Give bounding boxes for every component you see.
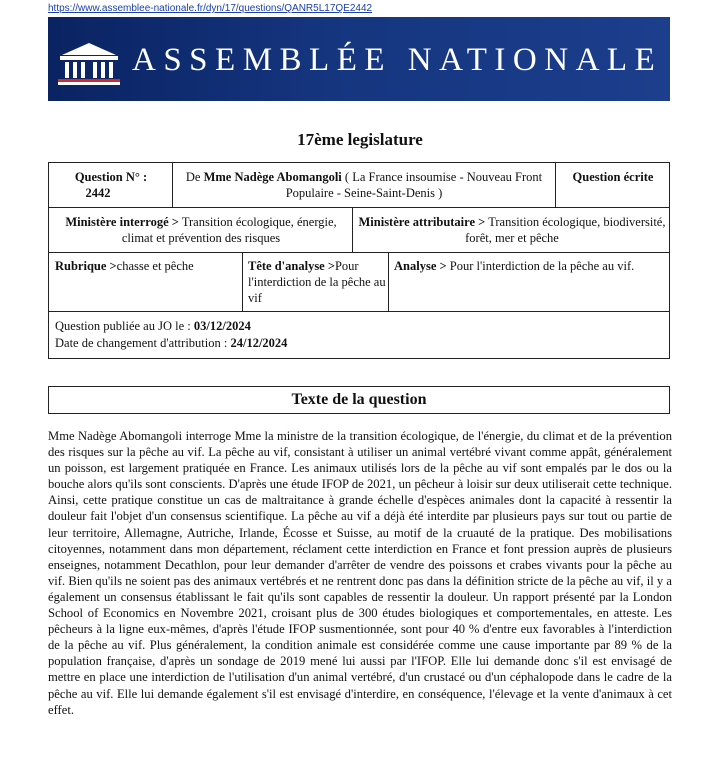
assemblee-banner [48,17,670,101]
rubrique-value: chasse et pêche [116,259,194,273]
rubrique-cell [55,258,239,274]
source-url-link[interactable]: https://www.assemblee-nationale.fr/dyn/17/questions/QANR5L17QE2442 [48,3,373,14]
question-header-row [48,162,670,208]
ministries-row [48,207,670,253]
author-prefix: De [185,170,201,184]
analyse-cell [394,258,668,274]
question-number: 2442 [85,186,111,200]
banner-title: ASSEMBLÉE NATIONALE [132,42,663,78]
author-name: Mme Nadège Abomangoli [203,170,342,184]
question-type-cell [559,169,667,185]
ministere-attributaire-label: Ministère attributaire > [358,215,486,229]
changed-label: Date de changement d'attribution : [55,336,228,350]
published-label: Question publiée au JO le : [55,319,191,333]
rubrique-label: Rubrique > [55,259,117,273]
ministere-interroge-label: Ministère interrogé > [65,215,179,229]
changed-date-line [55,335,655,351]
ministere-interroge-cell [53,214,349,246]
tete-analyse-label: Tête d'analyse > [248,259,335,273]
changed-date: 24/12/2024 [230,336,288,350]
analyse-value: Pour l'interdiction de la pêche au vif. [449,259,635,273]
ministere-attributaire-cell [357,214,667,246]
palais-bourbon-icon [56,41,122,87]
tete-analyse-value: Pour l'interdiction de la pêche au vif [248,259,386,305]
ministere-attributaire-value: Transition écologique, biodiversité, forêt, mer et pêche [465,215,666,245]
author-group: ( La France insoumise - Nouveau Front Populaire - Seine-Saint-Denis ) [285,170,543,200]
question-type: Question écrite [572,170,654,184]
legislature-heading: 17ème legislature [297,130,423,149]
question-number-label: Question N° : [74,170,148,184]
tete-analyse-cell [248,258,386,306]
published-date-line [55,318,655,334]
question-number-cell [53,169,169,201]
section-title: Texte de la question [48,386,670,414]
published-date: 03/12/2024 [193,319,251,333]
author-cell [177,169,551,201]
analyse-label: Analyse > [394,259,447,273]
question-text: Mme Nadège Abomangoli interroge Mme la ministre de la transition écologique, de l'énergie, du climat et de la prévention des risques sur la pêche au vif. La pêche au vif, consistant à utiliser un animal vertébré vivant comme appât, généralement un poisson, est largement pratiquée en France. Les animaux utilisés lors de la pêche au vif sont empalés par le dos ou la bouche alors qu'ils sont conscients. D'après une étude IFOP de 2021, un pêcheur à loisir sur deux utiliserait cette technique. Ainsi, cette pratique constitue un cas de maltraitance à grande échelle d'espèces animales dont la capacité à ressentir la douleur fait l'objet d'un consensus scientifique. La pêche au vif a déjà été interdite par plusieurs pays sur tout ou partie de leur territoire, Allemagne, Autriche, Irlande, Écosse et Suisse, au motif de la cruauté de la pratique. Des mobilisations citoyennes, notamment dans mon département, réclament cette interdiction en France et font pression auprès de plusieurs enseignes, notamment Decathlon, pour leur demander d'arrêter de vendre des poissons et crabes vivants pour la pêche au vif. Bien qu'ils ne soient pas des animaux vertébrés et ne rentrent donc pas dans la définition stricte de la pêche au vif, il y a également un consensus établissant le fait qu'ils sont capables de ressentir la douleur. Un rapport présenté par la London School of Economics en Novembre 2021, croisant plus de 300 études biologiques et comportementales, en atteste. Les pêcheurs à la ligne eux-mêmes, d'après l'étude IFOP susmentionnée, sont pour 40 % d'entre eux favorables à l'interdiction de la pêche au vif. Plus généralement, la condition animale est considérée comme une cause importante par 89 % de la population française, d'après un sondage de 2019 mené lui aussi par l'IFOP. Elle lui demande donc s'il est envisagé de mettre en place une interdiction de l'utilisation d'un animal vertébré, d'un crustacé ou d'un céphalopode dans le cadre de la pêche au vif. Elle lui demande également s'il est envisagé d'interdire, en conséquence, l'élevage et la vente d'animaux à cet effet. [48,429,672,717]
ministere-interroge-value: Transition écologique, énergie, climat et prévention des risques [121,215,337,245]
analysis-row [48,252,670,312]
dates-row [48,311,670,359]
